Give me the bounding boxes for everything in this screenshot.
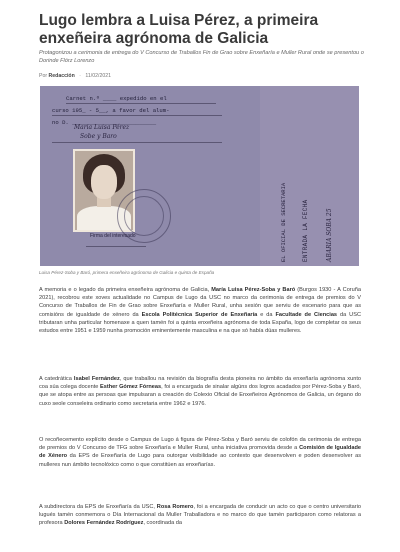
article-photo	[40, 86, 359, 266]
card-rule-3	[52, 142, 222, 143]
signature-label: Firma del interesado	[90, 233, 136, 239]
student-card-right	[260, 86, 359, 266]
meta-separator: -	[79, 73, 81, 79]
author-link[interactable]: Redacción	[48, 73, 75, 79]
article-meta	[39, 73, 111, 79]
official-stamp-inner	[124, 196, 164, 236]
photo-caption: Luisa Pérez-Soba y Baró, primera enxeñeira agrónoma de Galicia e quinta de España	[39, 270, 215, 275]
paragraph-4: A subdirectora da EPS de Enxeñaría da USC, Rosa Romero, foi a encargada de conducir un acto co que o centro universitario lugués tamén conmemora o Día Internacional da Muller Traballadora e no marco do que tamén participaron como relatoras a profesora Dolores Fernández Rodríguez, coordinada da	[39, 504, 361, 527]
card-line-2: curso 195_ - 5__, a favor del alum-	[52, 107, 170, 114]
card-rule-1	[66, 103, 216, 104]
card-line-3: no D. _________________________	[52, 119, 157, 126]
portrait-face	[91, 165, 117, 199]
signature-rule	[86, 246, 146, 247]
article-title: Lugo lembra a Luisa Pérez, a primeira enxeñeira agrónoma de Galicia	[39, 12, 319, 47]
card-rule-2	[52, 115, 222, 116]
article-subtitle: Protagonizou a cerimonia de entrega do V Concurso de Traballos Fin de Grao sobre Enxeñaría e Muller Rural onde se presentou o Dorinde Flórz Lorenzo	[39, 50, 364, 64]
article-date: 11/02/2021	[85, 73, 111, 79]
paragraph-3: O recoñecemento explícito desde o Campus de Lugo á figura de Pérez-Soba y Baró serviu de colofón da cerimonia de entrega de premios do V Concurso de TFG sobre Enxeñaría e Muller Rural, unha iniciativa promovida desde a Comisión de Igualdade de Xénero da EPS de Enxeñaría de Lugo para outorgar visibilidade ao contexto que desenvolven e poden desenvolver as mulleres nun ámbito tecnolóxico como o que constitúen as enxeñarías.	[39, 437, 361, 468]
card-line-1: Carnet n.º ____ expedido en el	[66, 95, 167, 102]
stamp-vertical-1: EL OFICIAL DE SECRETARIA	[280, 182, 287, 262]
paragraph-2: A catedrática Isabel Fernández, que traballou na revisión da biografía desta pioneira no ámbito da enxeñaría agrónoma xunto coa súa colega docente Esther Gómez Fórneas, foi a encargada de sinalar algúns dos logros acadados por Pérez-Soba y Baró, que se atopa entre as persoas que impulsaran a creación do Colexio Oficial de Enxeñeiros Agrónomos de Galicia, un órgano do cuxo seole conseleira ordinario como secretaria entre 1962 e 1976.	[39, 376, 361, 407]
stamp-vertical-2: ENTRADA LA FECHA	[302, 199, 309, 262]
handwritten-surname: Sobe y Baro	[80, 133, 117, 140]
stamp-vertical-3: ABARIA SOBA 25	[326, 208, 333, 262]
handwritten-name: Maria Luisa Pérez	[74, 124, 130, 131]
meta-prefix: Por	[39, 73, 48, 79]
paragraph-1: A memoria e o legado da primeira enxeñeira agrónoma de Galicia, María Luisa Pérez-Soba y Baró (Burgos 1930 - A Coruña 2021), recobrou este xoves actualidade no Campus de Lugo da USC no marco da cerimonia de entrega de premios do V Concurso de Traballos de Fin de Grao sobre Enxeñaría e Muller Rural, unha sesión que serviu de escenario para que as comisións de igualdade de xénero da Escola Politécnica Superior de Enxeñaría e da Facultade de Ciencias da USC tributaran unha particular homenaxe a quen tamén foi a quinta enxeñeira agrónoma de toda España, logo de completar os seus estudos entre 1951 e 1959 nunha promoción eminentemente masculina e na que só había dúas mulleres.	[39, 287, 361, 335]
